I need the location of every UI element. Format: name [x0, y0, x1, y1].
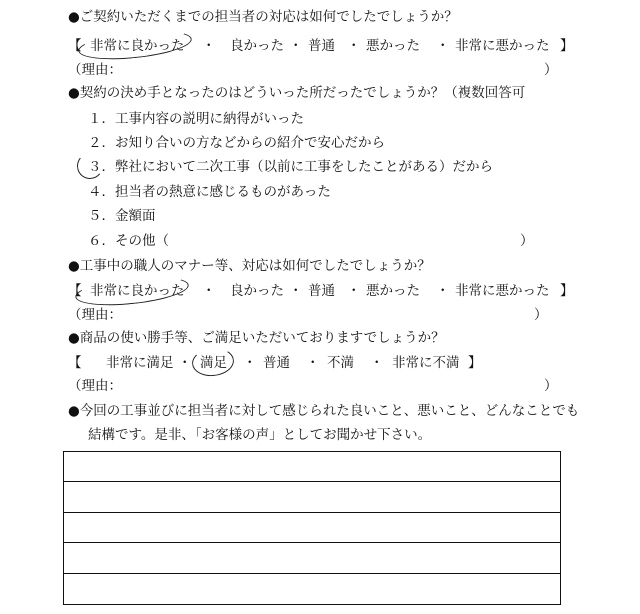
q4-option-very-satisfied[interactable]: 非常に満足	[106, 355, 174, 371]
q4-close-bracket: 】	[468, 355, 482, 371]
q1-option-normal[interactable]: 普通	[308, 38, 335, 54]
q1-option-good[interactable]: 良かった	[230, 38, 284, 54]
q3-reason-close: ）	[534, 307, 548, 323]
comment-line[interactable]	[64, 543, 560, 573]
comment-line[interactable]	[64, 482, 560, 512]
separator-dot: ・	[243, 355, 257, 371]
separator-dot: ・	[202, 38, 216, 54]
comment-line[interactable]	[64, 513, 560, 543]
separator-dot: ・	[436, 283, 450, 299]
q4-option-unsatisfied[interactable]: 不満	[327, 355, 354, 371]
q1-option-very-good[interactable]: 非常に良かった	[90, 38, 185, 54]
q1-reason-close: ）	[544, 62, 558, 78]
q2-item-5[interactable]: ５．金額面	[88, 208, 156, 224]
q2-item-1[interactable]: １．工事内容の説明に納得がいった	[88, 111, 304, 127]
q5-question-line2: 結構です。是非、「お客様の声」としてお聞かせ下さい。	[88, 427, 432, 443]
q3-option-good[interactable]: 良かった	[230, 283, 284, 299]
q4-reason-close: ）	[544, 378, 558, 394]
q2-item-2[interactable]: ２．お知り合いの方などからの紹介で安心だから	[88, 135, 385, 151]
q4-reason-label: （理由：	[68, 378, 122, 394]
q1-selection-circle	[77, 26, 193, 64]
q1-option-very-bad[interactable]: 非常に悪かった	[455, 38, 550, 54]
q4-selection-circle	[191, 346, 236, 378]
q2-other-close: ）	[520, 233, 534, 249]
comment-line[interactable]	[64, 574, 560, 604]
separator-dot: ・	[178, 355, 192, 371]
q4-option-normal[interactable]: 普通	[263, 355, 290, 371]
separator-dot: ・	[306, 355, 320, 371]
separator-dot: ・	[289, 38, 303, 54]
q1-option-bad[interactable]: 悪かった	[366, 38, 420, 54]
q3-reason-label: （理由：	[68, 307, 122, 323]
q3-close-bracket: 】	[560, 283, 574, 299]
q1-reason-label: （理由：	[68, 62, 122, 78]
q2-question: ●契約の決め手となったのはどういった所だったでしょうか？（複数回答可	[68, 85, 526, 101]
q3-option-bad[interactable]: 悪かった	[366, 283, 420, 299]
q3-question: ●工事中の職人のマナー等、対応は如何でしたでしょうか？	[68, 258, 431, 274]
q2-item-3[interactable]: ３．弊社において二次工事（以前に工事をしたことがある）だから	[88, 159, 493, 175]
separator-dot: ・	[347, 283, 361, 299]
q4-question: ●商品の使い勝手等、ご満足いただいておりますでしょうか？	[68, 330, 445, 346]
q3-option-normal[interactable]: 普通	[308, 283, 335, 299]
q5-question-line1: ●今回の工事並びに担当者に対して感じられた良いこと、悪いこと、どんなことでも	[68, 403, 580, 419]
q1-question: ●ご契約いただくまでの担当者の対応は如何でしたでしょうか？	[68, 9, 458, 25]
q4-open-bracket: 【	[68, 355, 82, 371]
separator-dot: ・	[347, 38, 361, 54]
q1-open-bracket: 【	[68, 38, 82, 54]
separator-dot: ・	[202, 283, 216, 299]
separator-dot: ・	[436, 38, 450, 54]
q4-option-very-unsatisfied[interactable]: 非常に不満	[392, 355, 460, 371]
q3-option-very-bad[interactable]: 非常に悪かった	[455, 283, 550, 299]
separator-dot: ・	[370, 355, 384, 371]
comment-box[interactable]	[63, 451, 561, 605]
separator-dot: ・	[289, 283, 303, 299]
q4-options	[0, 353, 640, 373]
q3-open-bracket: 【	[68, 283, 82, 299]
comment-line[interactable]	[64, 452, 560, 482]
q2-item-4[interactable]: ４．担当者の熱意に感じるものがあった	[88, 184, 331, 200]
q3-option-very-good[interactable]: 非常に良かった	[90, 283, 185, 299]
q4-option-satisfied[interactable]: 満足	[200, 355, 227, 371]
q2-item-6[interactable]: ６．その他（	[88, 233, 169, 249]
q1-close-bracket: 】	[560, 38, 574, 54]
